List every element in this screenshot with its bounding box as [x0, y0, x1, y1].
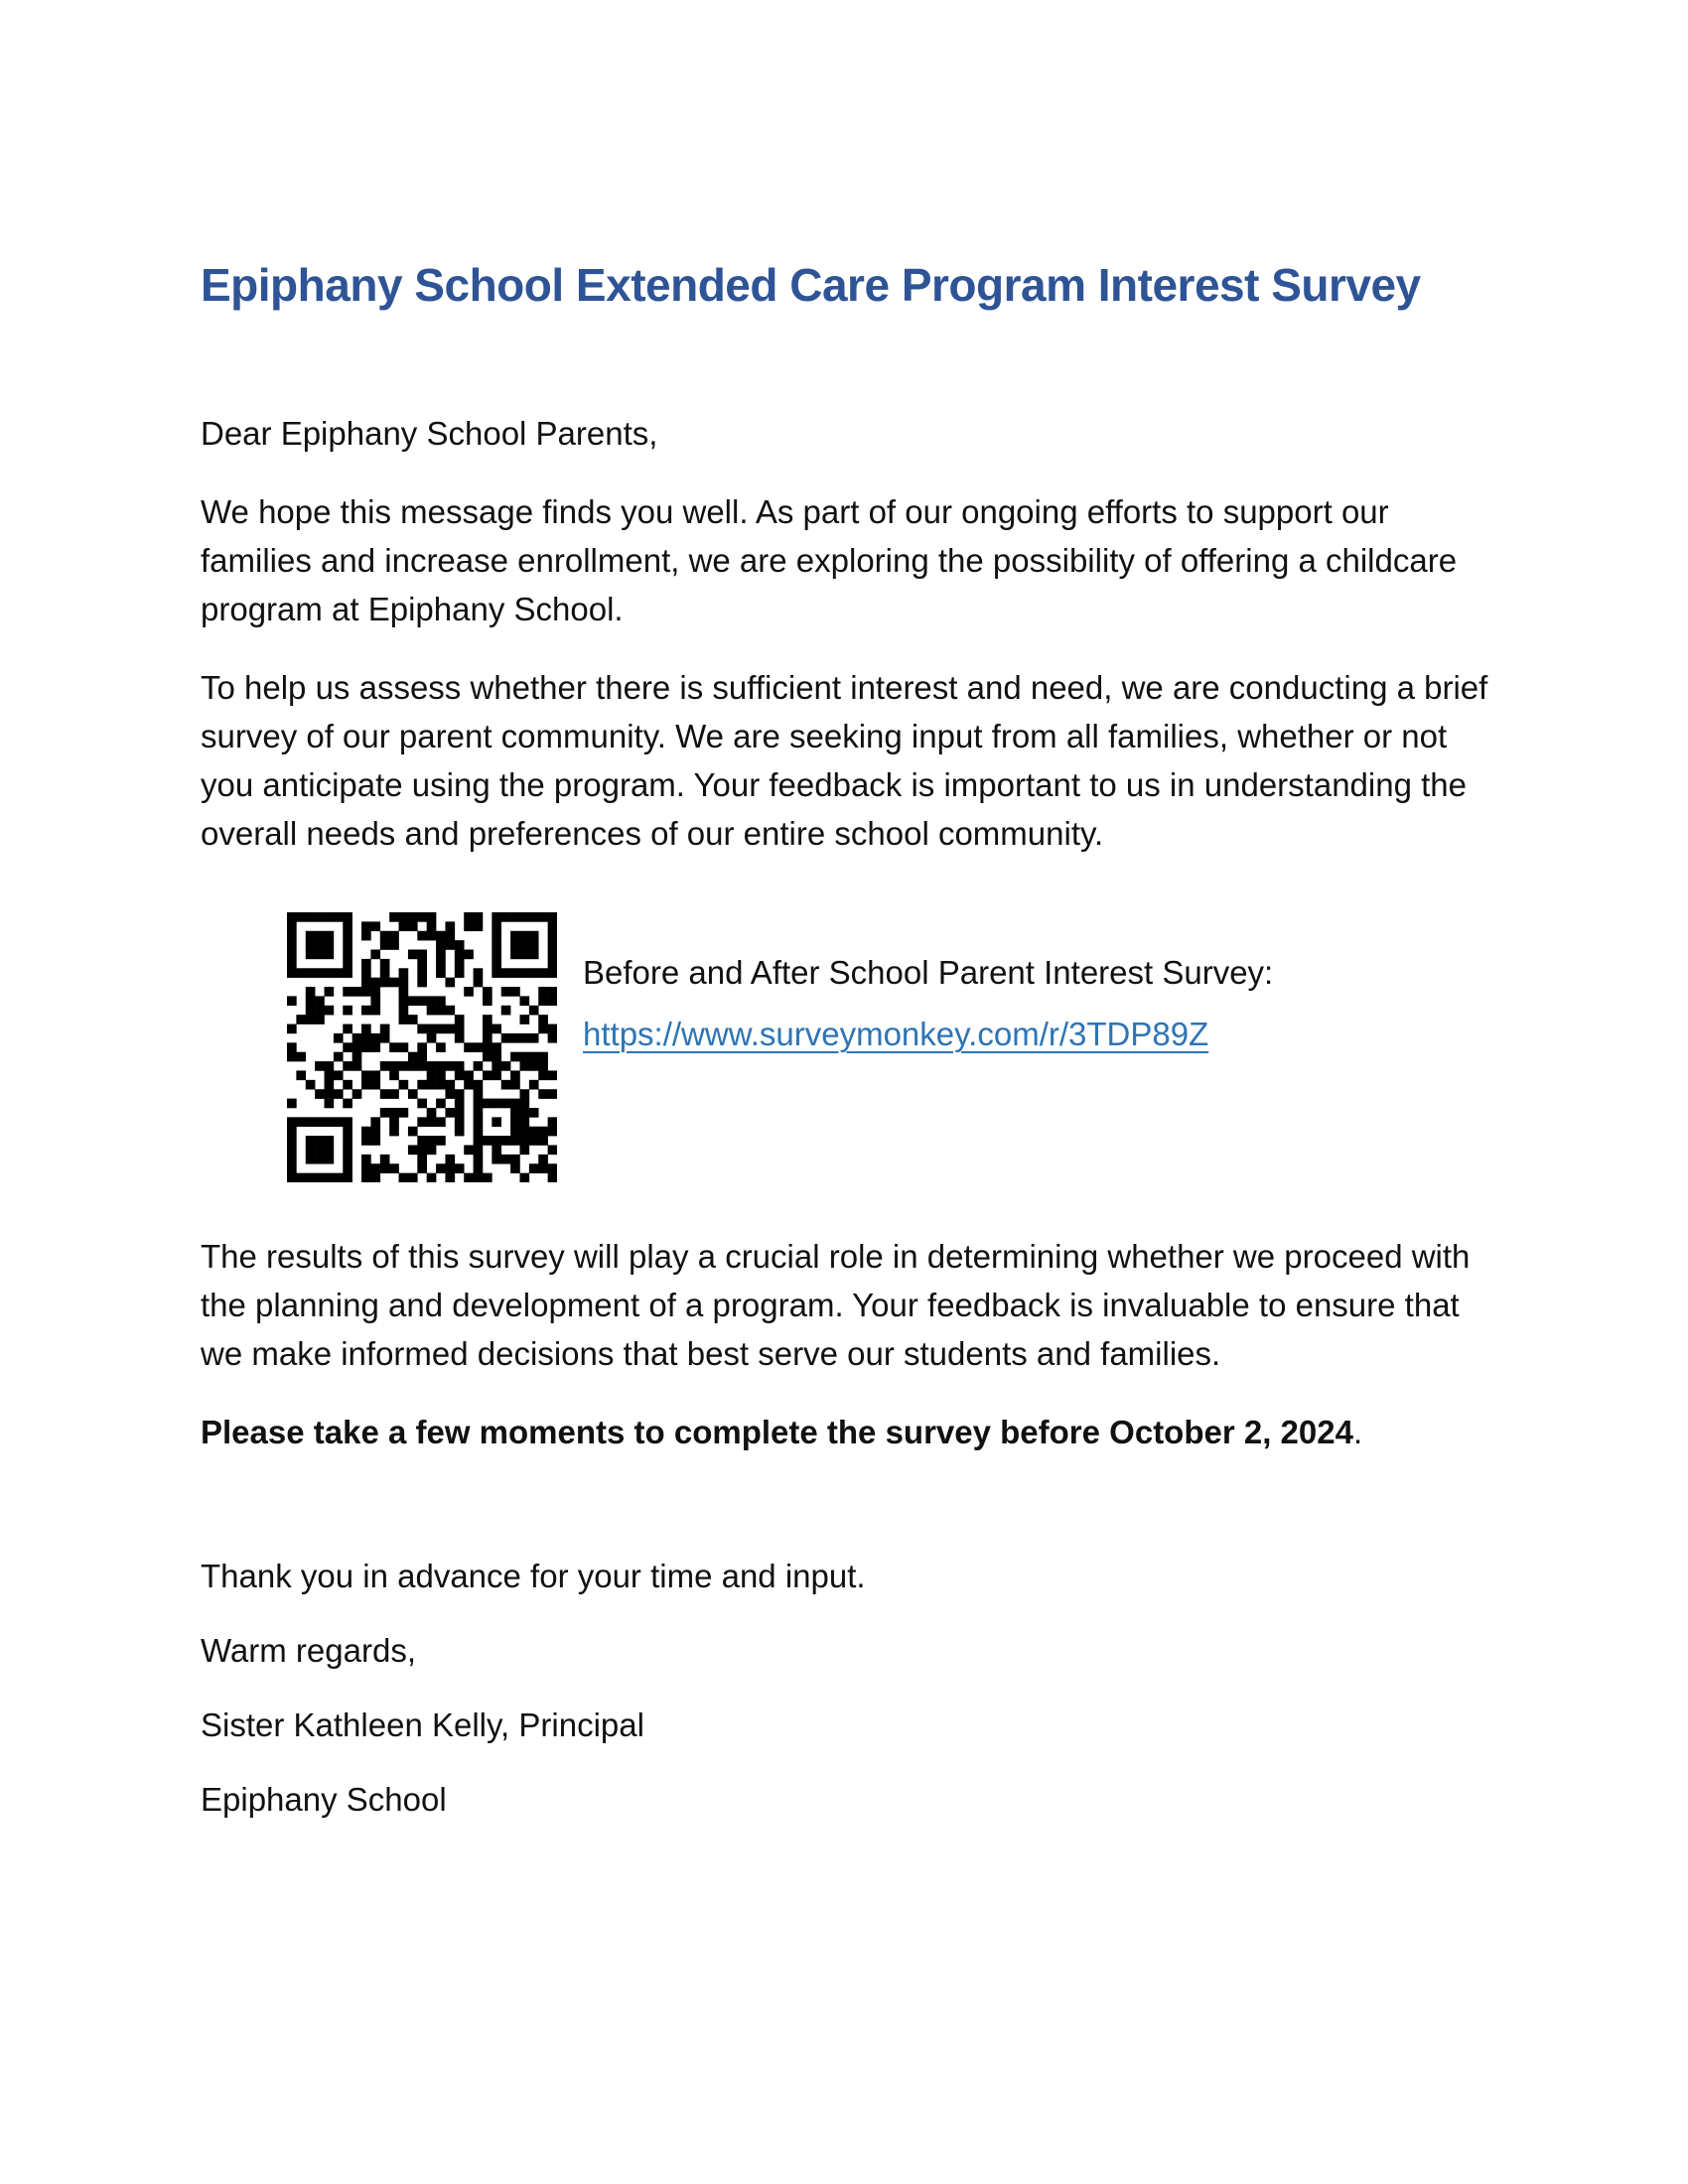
qr-code-icon — [287, 912, 557, 1182]
survey-link[interactable]: https://www.surveymonkey.com/r/3TDP89Z — [583, 1016, 1209, 1052]
deadline-period: . — [1352, 1414, 1363, 1450]
closing-regards: Warm regards, — [201, 1632, 416, 1669]
paragraph-survey-purpose: To help us assess whether there is sufficient interest and need, we are conducting a brief survey of our parent community. We are seeking input from all families, whether or not you anticipate using the program. Your feedback is important to us in understanding the overall needs and preferences of our entire school community. — [201, 669, 1488, 852]
page-title: Epiphany School Extended Care Program Interest Survey — [201, 259, 1421, 311]
closing-school-name: Epiphany School — [201, 1781, 447, 1818]
survey-label: Before and After School Parent Interest Survey: — [583, 954, 1274, 991]
survey-callout — [287, 912, 1499, 1182]
survey-info — [583, 912, 1273, 1058]
closing-thanks: Thank you in advance for your time and input. — [201, 1558, 866, 1594]
deadline-bold-text: Please take a few moments to complete the survey before October 2, 2024 — [201, 1414, 1353, 1450]
salutation: Dear Epiphany School Parents, — [201, 415, 658, 452]
paragraph-results: The results of this survey will play a crucial role in determining whether we proceed with the planning and development of a program. Your feedback is invaluable to ensure that we make informed decisions that best serve our students and families. — [201, 1238, 1471, 1372]
paragraph-intro: We hope this message finds you well. As part of our ongoing efforts to support our families and increase enrollment, we are exploring the possibility of offering a childcare program at Epiphany School. — [201, 493, 1458, 627]
closing-signature: Sister Kathleen Kelly, Principal — [201, 1706, 644, 1743]
deadline-line — [201, 1408, 1499, 1456]
